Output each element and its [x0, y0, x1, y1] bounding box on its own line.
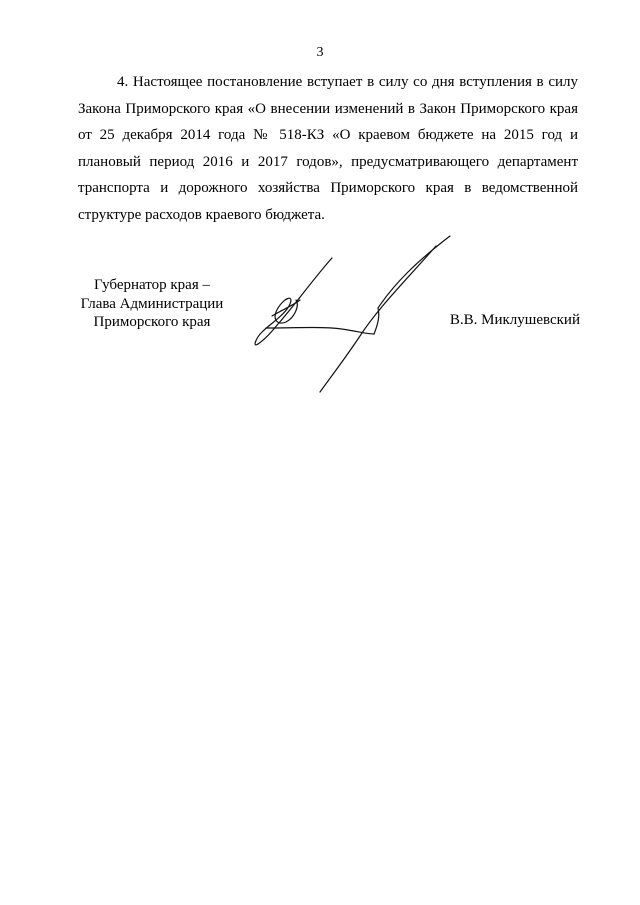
- body-paragraph: 4. Настоящее постановление вступает в силу со дня вступления в силу Закона Приморского края «О внесении изменений в Закон Приморского края от 25 декабря 2014 года № 518-КЗ «О краевом бюджете на 2015 год и плановый период 2016 и 2017 годов», предусматривающего департамент транспорта и дорожного хозяйства Приморского края в ведомственной структуре расходов краевого бюджета.: [78, 74, 578, 223]
- handwritten-signature: [248, 228, 458, 398]
- signer-title-line-3: Приморского края: [93, 314, 211, 330]
- signer-title-line-2: Глава Администрации: [80, 295, 224, 312]
- page-number: 3: [316, 45, 324, 60]
- signature-stroke-upper: [374, 236, 450, 334]
- signature-stroke-sweep: [266, 328, 374, 335]
- signer-title-line-1: Губернатор края –: [94, 277, 210, 293]
- signature-stroke-loop: [255, 258, 332, 345]
- signer-name: В.В. Миклушевский: [449, 312, 580, 328]
- signature-stroke-cross: [272, 300, 300, 316]
- signer-title: [72, 276, 232, 332]
